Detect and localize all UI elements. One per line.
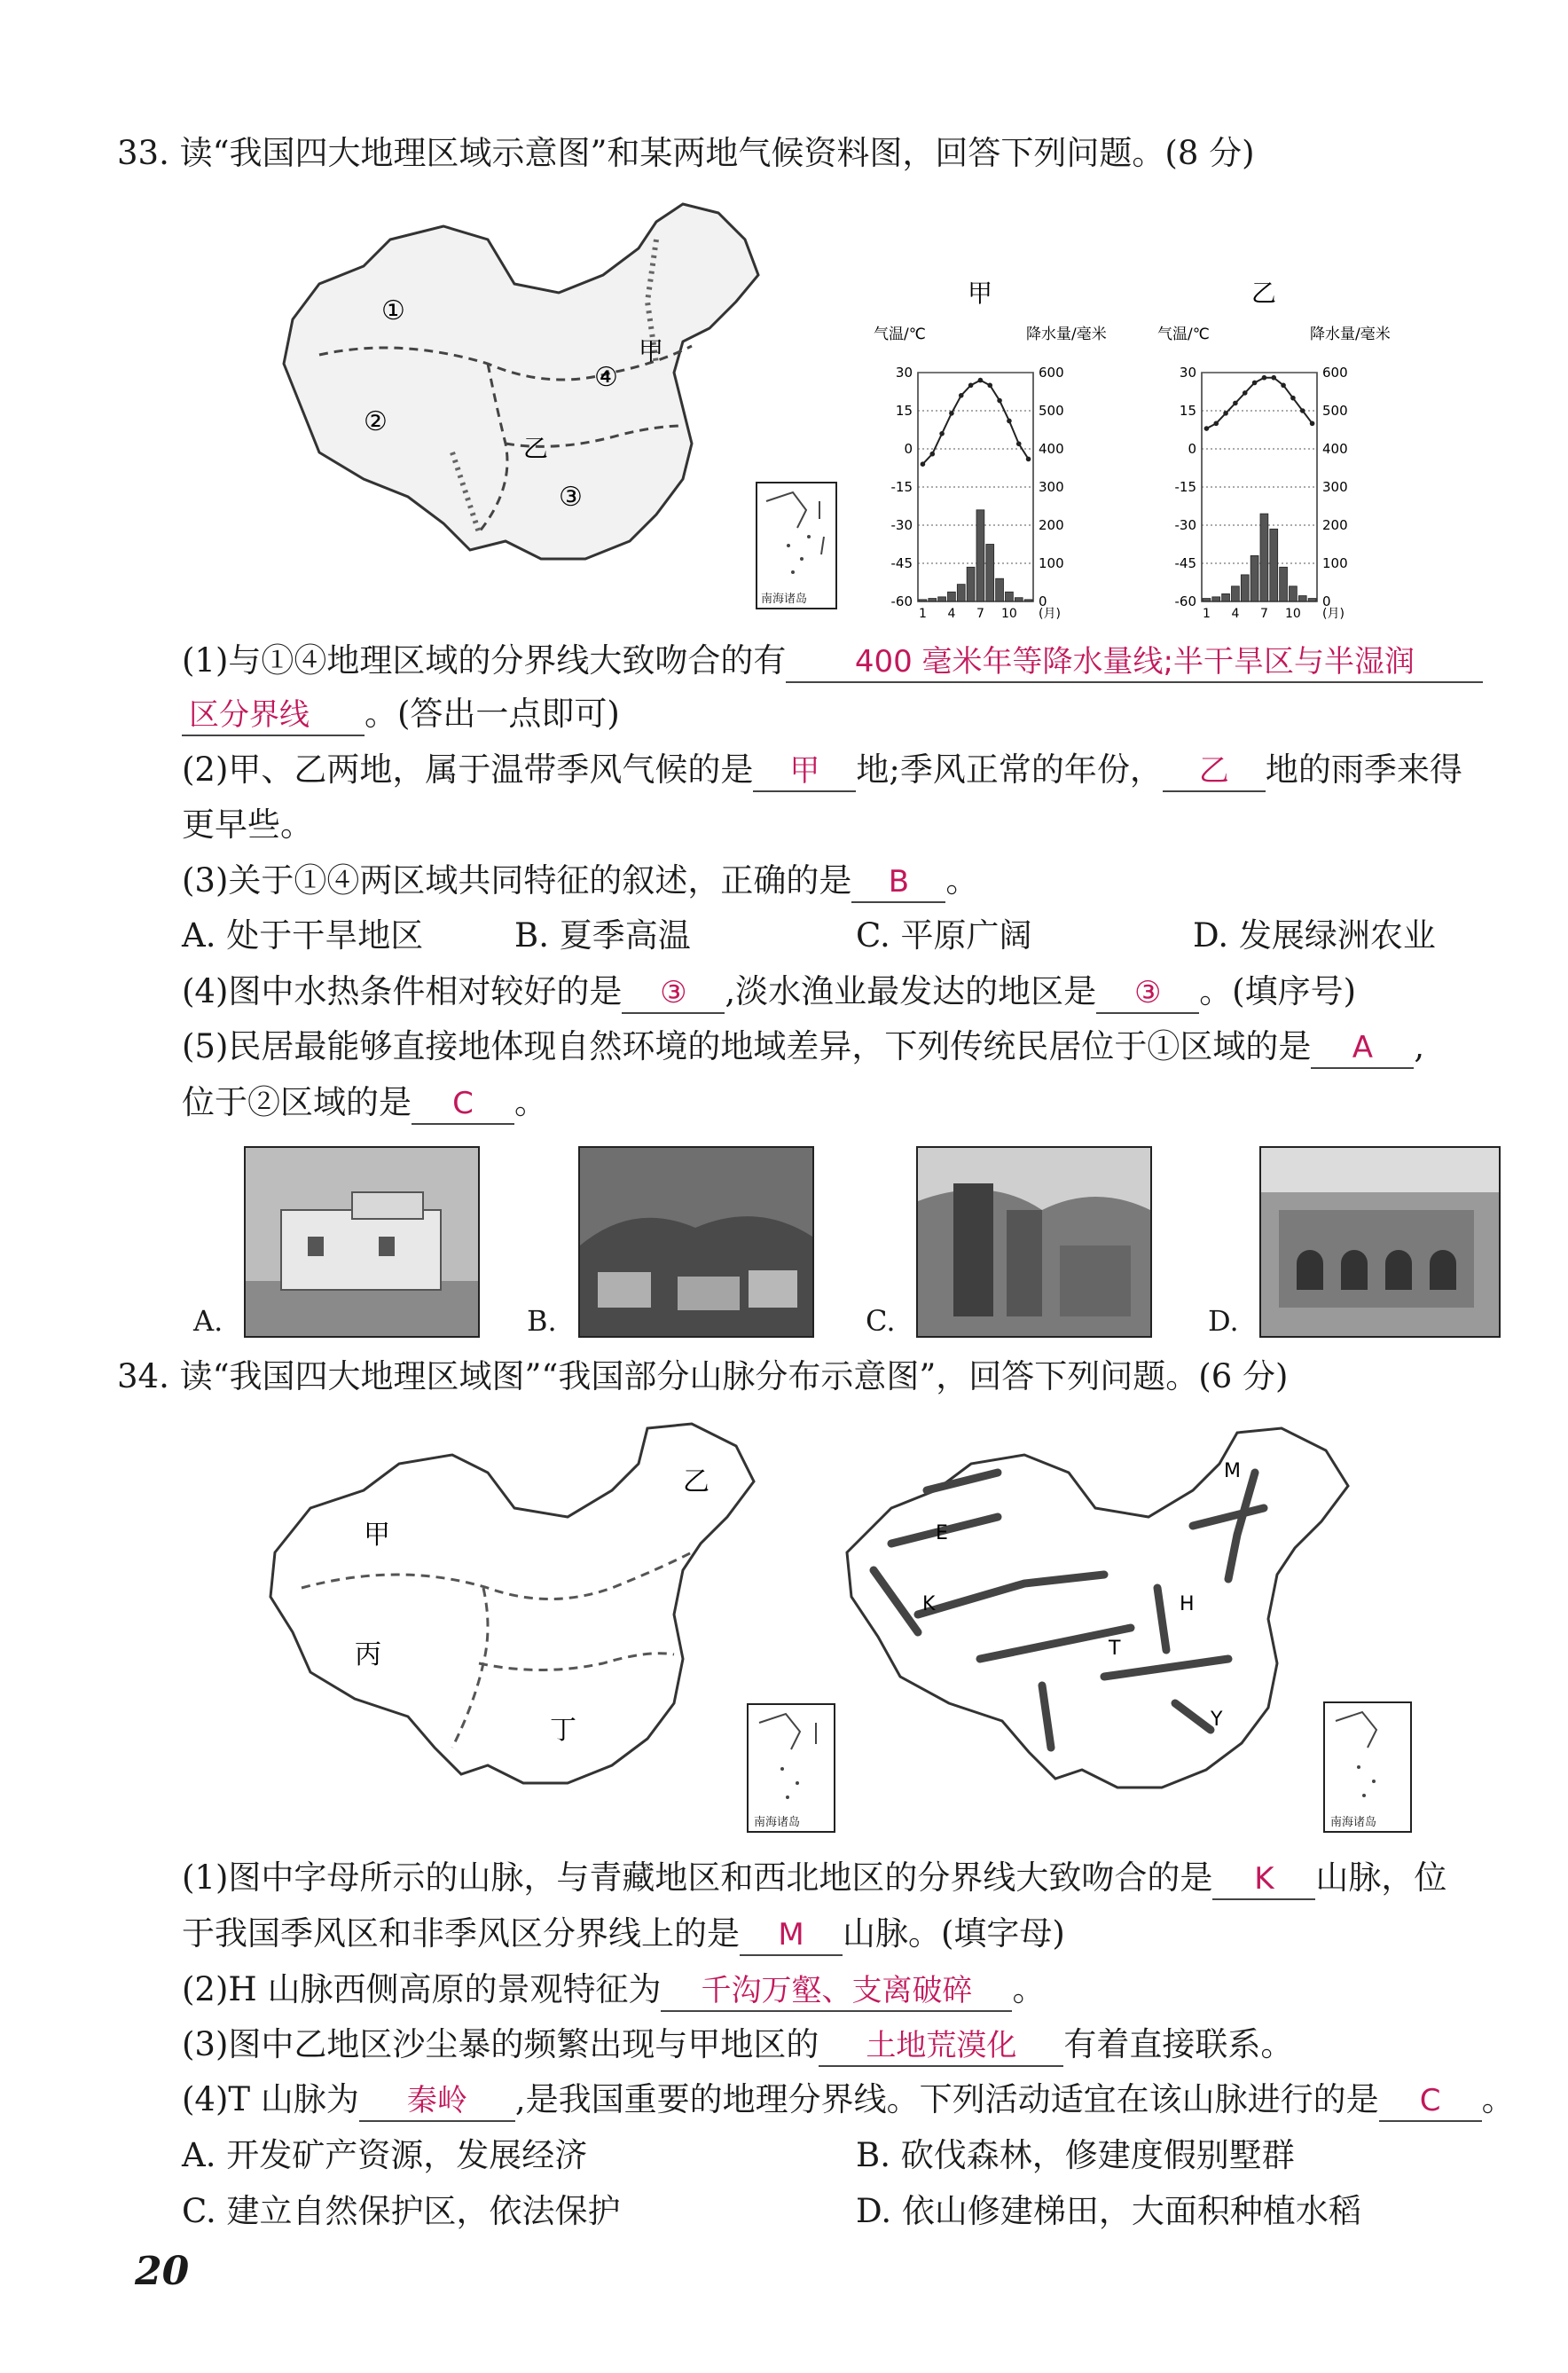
q34-sub4-line: [182, 2078, 1515, 2122]
q33-option-a: A. 处于干旱地区: [182, 916, 424, 955]
chart-jia-bar-month-6: [967, 567, 975, 601]
mountain-label-k: K: [922, 1593, 936, 1615]
chart-yi-precip-tick: 300: [1322, 479, 1348, 495]
chart-yi-temp-point-1: [1204, 426, 1210, 431]
q34-mountain-map: [838, 1419, 1406, 1827]
q34-sub3-line: [182, 2023, 1293, 2067]
q34-inset-map-1: [747, 1703, 835, 1833]
q33-map-label-2: ②: [364, 406, 388, 437]
mountain-label-t: T: [1109, 1638, 1121, 1660]
chart-jia-temp-point-2: [929, 452, 935, 457]
q34-sub3-text-b: 有着直接联系。: [1063, 2025, 1294, 2063]
q33-map-label-yi: 乙: [523, 434, 549, 463]
chart-yi-month-unit: (月): [1322, 607, 1345, 621]
q34-region-map: [257, 1410, 772, 1827]
q33-sub5-answer-1: A: [1311, 1028, 1414, 1069]
q33-map-label-3: ③: [559, 482, 583, 513]
chart-yi-bar-month-9: [1280, 567, 1288, 601]
chart-yi-temp-line: [1206, 378, 1312, 428]
chart-yi-temp-point-11: [1300, 408, 1305, 413]
q34-option-d: D. 依山修建梯田，大面积种植水稻: [856, 2192, 1361, 2230]
chart-jia-bar-month-2: [929, 599, 937, 601]
chart-jia-bar-month-7: [976, 510, 984, 601]
chart-jia-temp-tick: -60: [890, 593, 913, 609]
dwelling-label-c: C.: [866, 1304, 896, 1338]
chart-jia-bar-month-9: [996, 578, 1004, 601]
chart-yi-temp-tick: -15: [1174, 479, 1196, 495]
chart-yi-precip-tick: 400: [1322, 441, 1348, 457]
chart-yi-bar-month-12: [1308, 599, 1316, 601]
chart-jia-bar-month-1: [919, 600, 927, 601]
chart-jia-bar-month-11: [1015, 598, 1023, 601]
chart-yi-temp-point-2: [1213, 421, 1219, 427]
q34-sub3-text-a: (3)图中乙地区沙尘暴的频繁出现与甲地区的: [182, 2025, 819, 2063]
q33-sub1-line2: [182, 692, 620, 736]
q33-map-label-4: ④: [594, 362, 618, 393]
chart-yi-temp-tick: 0: [1188, 441, 1196, 457]
q33-sub5-line1: [182, 1025, 1424, 1069]
chart-yi-temp-label: 气温/℃: [1157, 326, 1210, 343]
q34-map-label-jia: 甲: [364, 1520, 390, 1551]
q34-sub1-line2: [182, 1912, 1065, 1956]
chart-yi-temp-tick: -45: [1174, 555, 1196, 571]
chart-jia-temp-tick: 0: [904, 441, 913, 457]
chart-jia-temp-point-10: [1007, 419, 1012, 424]
q33-sub2-answer-2: 乙: [1163, 751, 1266, 792]
chart-yi-precip-tick: 0: [1322, 593, 1331, 609]
q34-sub3-answer: 土地荒漠化: [819, 2026, 1063, 2067]
chart-yi-precip-label: 降水量/毫米: [1310, 326, 1391, 343]
chart-jia-precip-tick: 0: [1039, 593, 1047, 609]
q33-sub5-text-b: ,: [1414, 1027, 1425, 1065]
chart-jia-temp-tick: 15: [895, 403, 913, 419]
chart-yi-bar-month-8: [1270, 529, 1278, 601]
q33-option-b: B. 夏季高温: [514, 916, 691, 955]
chart-yi-month-tick: 7: [1259, 607, 1268, 621]
q33-sub5-answer-2: C: [412, 1084, 514, 1125]
chart-jia-title: 甲: [967, 279, 993, 308]
q33-sub4-text-a: (4)图中水热条件相对较好的是: [182, 972, 623, 1010]
chart-yi-temp-point-8: [1271, 375, 1276, 381]
chart-jia-bar-month-12: [1024, 600, 1032, 601]
q33-option-c: C. 平原广阔: [856, 916, 1032, 955]
q34-sub2-answer: 千沟万壑、支离破碎: [661, 1971, 1012, 2012]
chart-yi-temp-point-10: [1290, 396, 1296, 401]
q33-inset-label: 南海诸岛: [761, 593, 808, 606]
chart-jia-month-tick: 7: [976, 607, 984, 621]
chart-jia-bar-month-10: [1006, 592, 1014, 601]
q34-sub2-text-b: 。: [1012, 1970, 1046, 2008]
mountain-label-e: E: [936, 1522, 948, 1544]
chart-jia-month-tick: 10: [1001, 607, 1017, 621]
q33-sub5-text-c: 位于②区域的是: [182, 1083, 412, 1121]
chart-yi-temp-tick: -30: [1174, 517, 1196, 533]
dwelling-label-b: B.: [527, 1304, 557, 1338]
mountain-label-h: H: [1180, 1593, 1195, 1615]
q34-sub2-line: [182, 1968, 1045, 2012]
q34-sub4-text-a: (4)T 山脉为: [182, 2080, 359, 2118]
q33-sub3-text-b: 。: [945, 861, 979, 900]
q33-sub2-text-c: 地的雨季来得: [1265, 750, 1462, 789]
chart-jia-temp-point-6: [968, 383, 974, 389]
chart-jia-temp-point-8: [987, 383, 992, 389]
q33-map-label-jia: 甲: [639, 336, 664, 365]
chart-jia-temp-line: [922, 381, 1028, 465]
q34-sub1-text-b: 山脉，位: [1315, 1858, 1447, 1897]
chart-yi-temp-point-5: [1243, 390, 1248, 396]
q34-sub2-text-a: (2)H 山脉西侧高原的景观特征为: [182, 1970, 662, 2008]
q33-sub1-answer-2: 区分界线: [182, 695, 365, 736]
chart-yi-month-tick: 10: [1285, 607, 1301, 621]
q33-sub1-text-b: 。(答出一点即可): [365, 695, 620, 733]
chart-jia-precip-tick: 500: [1039, 403, 1064, 419]
q33-sub4-text-b: ,淡水渔业最发达的地区是: [725, 972, 1097, 1010]
chart-yi-temp-tick: 30: [1179, 365, 1196, 381]
mountain-label-y: Y: [1211, 1709, 1223, 1731]
chart-jia-temp-point-5: [959, 393, 964, 398]
chart-yi-temp-point-7: [1262, 375, 1267, 381]
chart-jia-temp-point-7: [978, 378, 984, 383]
chart-yi-precip-tick: 200: [1322, 517, 1348, 533]
chart-jia-month-tick: 4: [947, 607, 956, 621]
q33-inset-map: [756, 482, 837, 609]
q34-map-label-bing: 丙: [355, 1639, 381, 1670]
q33-map-label-1: ①: [381, 295, 405, 326]
q34-inset-map-2: [1323, 1701, 1412, 1833]
chart-yi-temp-point-12: [1310, 421, 1315, 427]
chart-jia-temp-tick: -15: [890, 479, 913, 495]
q33-sub2-text-d: 更早些。: [182, 805, 313, 844]
chart-jia-precip-tick: 200: [1039, 517, 1064, 533]
q34-sub1-text-c: 于我国季风区和非季风区分界线上的是: [182, 1914, 740, 1953]
q34-option-b: B. 砍伐森林，修建度假别墅群: [856, 2136, 1295, 2174]
chart-jia-month-tick: 1: [918, 607, 927, 621]
q33-title: 33. 读“我国四大地理区域示意图”和某两地气候资料图，回答下列问题。(8 分): [117, 134, 1255, 172]
q33-region-map: [266, 186, 772, 612]
q33-sub4-answer-2: ③: [1096, 973, 1199, 1014]
q34-sub4-answer-2: C: [1379, 2081, 1482, 2122]
chart-yi-month-tick: 4: [1231, 607, 1240, 621]
chart-jia-bar-month-3: [938, 597, 946, 601]
chart-jia-bar-month-4: [948, 592, 956, 601]
chart-jia-temp-tick: -30: [890, 517, 913, 533]
q33-sub4-text-c: 。(填序号): [1199, 972, 1357, 1010]
chart-yi-title: 乙: [1250, 279, 1277, 308]
chart-jia-temp-tick: 30: [895, 365, 913, 381]
q34-sub1-text-d: 山脉。(填字母): [843, 1914, 1065, 1953]
chart-yi-bar-month-3: [1222, 593, 1230, 601]
q34-sub4-answer-1: 秦岭: [359, 2081, 515, 2122]
q33-sub4-answer-1: ③: [622, 973, 725, 1014]
chart-yi-bar-month-1: [1203, 599, 1211, 601]
q33-sub5-line2: [182, 1080, 547, 1125]
dwelling-photo-d: [1259, 1146, 1501, 1338]
chart-jia-bar-month-5: [957, 585, 965, 601]
q34-map-label-ding: 丁: [550, 1715, 576, 1746]
q34-inset-label-1: 南海诸岛: [754, 1816, 801, 1829]
q34-sub4-text-b: ,是我国重要的地理分界线。下列活动适宜在该山脉进行的是: [514, 2080, 1379, 2118]
chart-yi-temp-point-4: [1233, 401, 1238, 406]
q33-sub3-text-a: (3)关于①④两区域共同特征的叙述，正确的是: [182, 861, 852, 900]
chart-jia-temp-point-4: [949, 411, 954, 416]
chart-yi-bar-month-2: [1212, 597, 1220, 601]
q33-sub1-answer-1: 400 毫米年等降水量线;半干旱区与半湿润: [786, 642, 1483, 683]
q34-option-a: A. 开发矿产资源，发展经济: [182, 2136, 588, 2174]
q34-sub1-answer-1: K: [1212, 1859, 1315, 1900]
chart-jia-precip-label: 降水量/毫米: [1026, 326, 1107, 343]
dwelling-label-d: D.: [1208, 1304, 1239, 1338]
chart-jia-precip-tick: 100: [1039, 555, 1064, 571]
q34-sub1-answer-2: M: [740, 1915, 843, 1956]
chart-jia-bar-month-8: [986, 545, 994, 602]
chart-yi-temp-tick: -60: [1174, 593, 1196, 609]
chart-jia-precip-tick: 600: [1039, 365, 1064, 381]
chart-yi-temp-point-6: [1252, 381, 1258, 386]
q33-sub2-text-b: 地;季风正常的年份，: [856, 750, 1163, 789]
chart-jia-temp-label: 气温/℃: [874, 326, 926, 343]
q33-sub2-line1: [182, 748, 1462, 792]
q33-sub5-text-a: (5)民居最能够直接地体现自然环境的地域差异，下列传统民居位于①区域的是: [182, 1027, 1312, 1065]
chart-yi-month-tick: 1: [1202, 607, 1211, 621]
q33-sub3-line: [182, 859, 978, 903]
chart-yi-precip-tick: 600: [1322, 365, 1348, 381]
q33-sub4-line: [182, 970, 1356, 1014]
q34-map-label-yi: 乙: [683, 1466, 710, 1497]
chart-yi-bar-month-10: [1290, 586, 1298, 601]
q34-sub1-line1: [182, 1856, 1446, 1900]
page-number: 20: [135, 2249, 190, 2294]
q34-inset-label-2: 南海诸岛: [1330, 1816, 1377, 1829]
chart-jia-temp-point-9: [997, 398, 1002, 404]
dwelling-photo-a: [244, 1146, 480, 1338]
dwelling-photo-b: [578, 1146, 814, 1338]
chart-jia-month-unit: (月): [1039, 607, 1061, 621]
chart-yi-bar-month-7: [1260, 514, 1268, 601]
chart-jia-temp-point-12: [1026, 457, 1031, 462]
chart-yi-bar-month-6: [1250, 555, 1258, 601]
chart-yi-bar-month-4: [1232, 586, 1240, 601]
q33-sub1-text-a: (1)与①④地理区域的分界线大致吻合的有: [182, 641, 787, 680]
chart-yi-temp-point-9: [1281, 383, 1286, 389]
chart-yi-temp-point-3: [1223, 411, 1228, 416]
q33-option-d: D. 发展绿洲农业: [1193, 916, 1436, 955]
q33-sub5-text-d: 。: [514, 1083, 547, 1121]
dwelling-label-a: A.: [193, 1304, 223, 1338]
chart-jia-temp-point-1: [921, 461, 926, 467]
q34-sub1-text-a: (1)图中字母所示的山脉，与青藏地区和西北地区的分界线大致吻合的是: [182, 1858, 1213, 1897]
q33-climate-charts: [874, 275, 1441, 621]
chart-jia-temp-point-11: [1016, 441, 1022, 446]
q33-sub3-answer: B: [851, 862, 945, 903]
dwelling-photo-c: [916, 1146, 1152, 1338]
chart-yi-bar-month-11: [1298, 596, 1306, 601]
chart-jia-precip-tick: 400: [1039, 441, 1064, 457]
q34-title: 34. 读“我国四大地理区域图”“我国部分山脉分布示意图”，回答下列问题。(6 分): [117, 1357, 1289, 1395]
mountain-label-m: M: [1224, 1460, 1241, 1482]
chart-yi-precip-tick: 100: [1322, 555, 1348, 571]
chart-yi-precip-tick: 500: [1322, 403, 1348, 419]
chart-jia-precip-tick: 300: [1039, 479, 1064, 495]
q34-option-c: C. 建立自然保护区，依法保护: [182, 2192, 621, 2230]
chart-yi-bar-month-5: [1241, 575, 1249, 601]
chart-jia-temp-point-3: [939, 431, 945, 436]
q33-sub1-line1: [182, 639, 1483, 683]
q34-sub4-text-c: 。: [1481, 2080, 1515, 2118]
chart-yi-temp-tick: 15: [1179, 403, 1196, 419]
q33-sub2-answer-1: 甲: [753, 751, 856, 792]
chart-jia-temp-tick: -45: [890, 555, 913, 571]
q33-sub2-text-a: (2)甲、乙两地，属于温带季风气候的是: [182, 750, 754, 789]
